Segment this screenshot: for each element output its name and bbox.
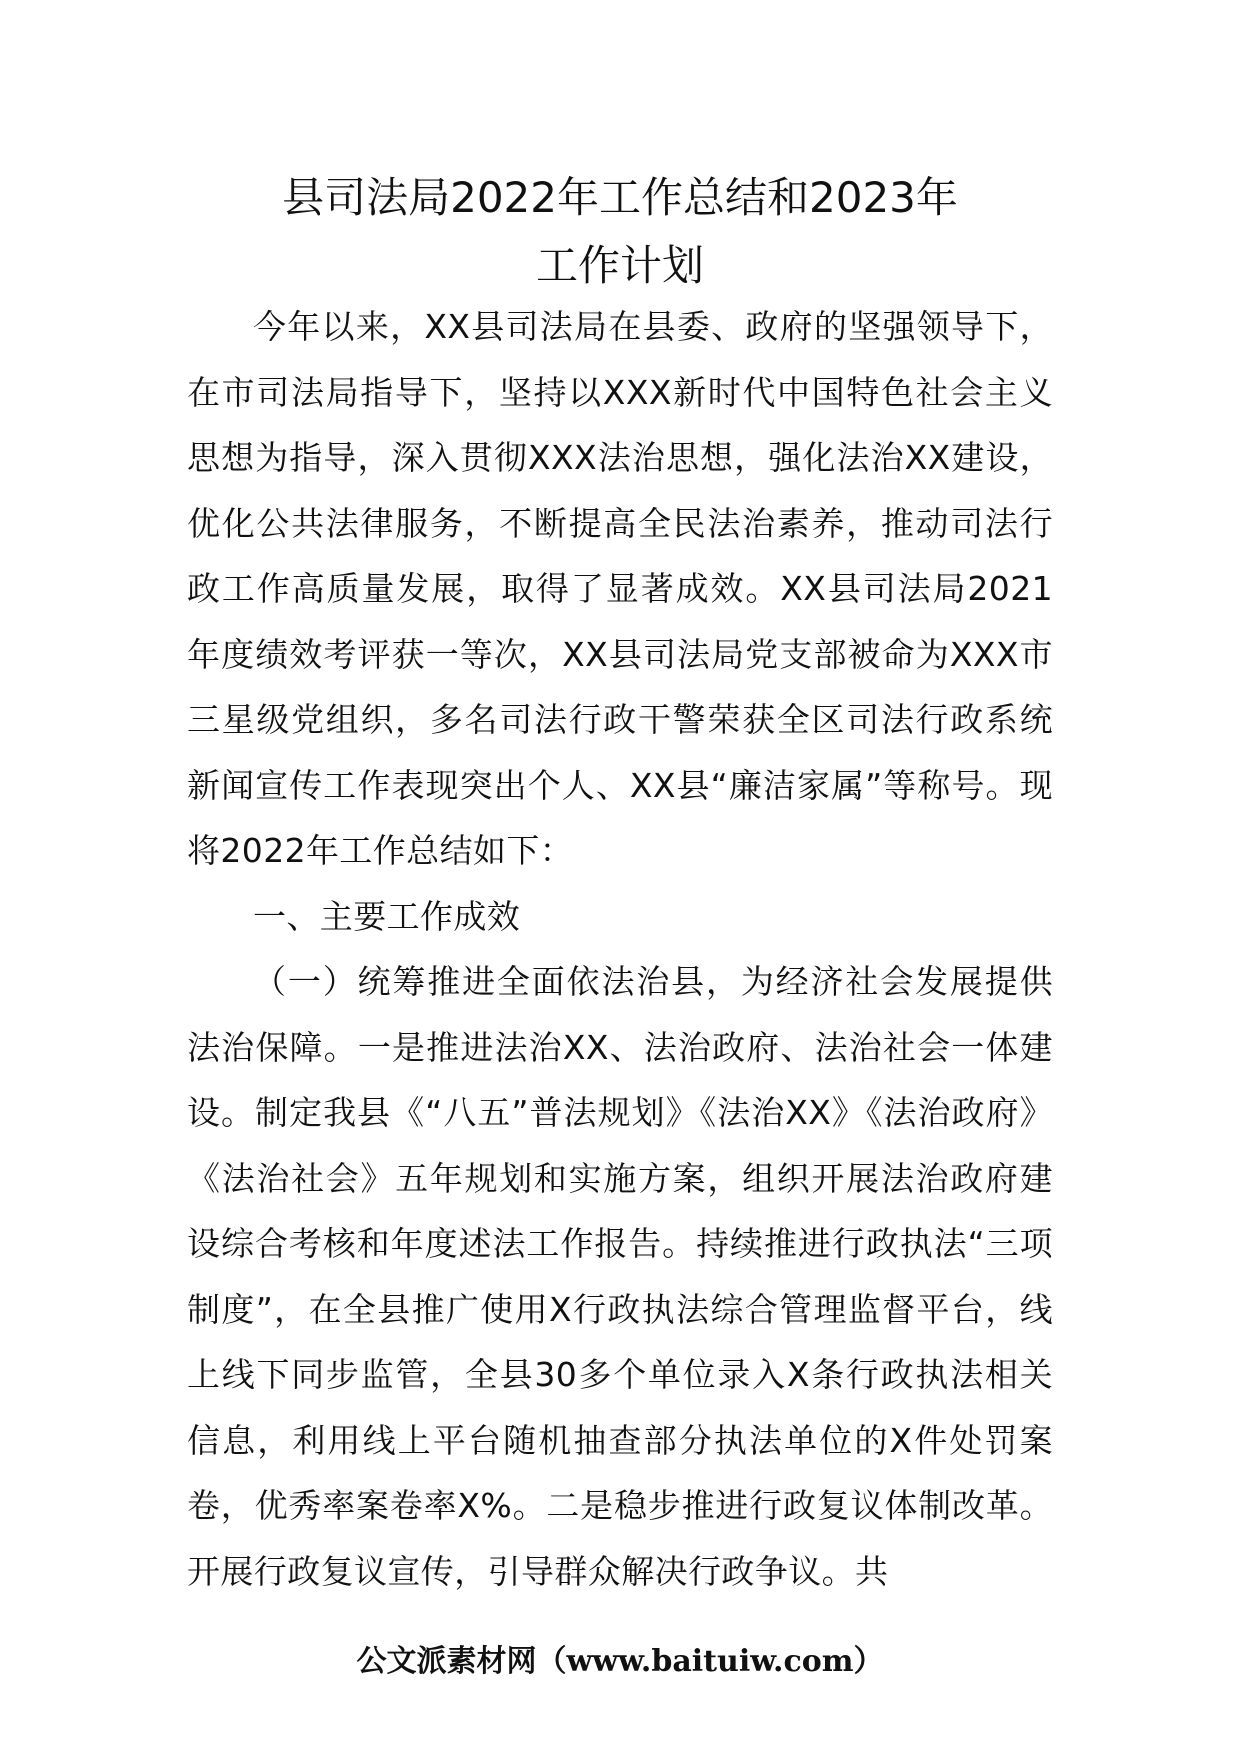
paragraph-intro: 今年以来，XX县司法局在县委、政府的坚强领导下，在市司法局指导下，坚持以XXX新时代中国特色社会主义思想为指导，深入贯彻XXX法治思想，强化法治XX建设，优化公共法律服务，不断提高全民法治素养，推动司法行政工作高质量发展，取得了显著成效。XX县司法局2021年度绩效考评获一等次，XX县司法局党支部被命为XXX市三星级党组织，多名司法行政干警荣获全区司法行政系统新闻宣传工作表现突出个人、XX县“廉洁家属”等称号。现将2022年工作总结如下： (187, 307, 1053, 870)
document-title-line-2: 工作计划 (535, 241, 704, 290)
document-body (187, 294, 1053, 1604)
footer-watermark: 公文派素材网（www.baituiw.com） (356, 1644, 884, 1679)
section-heading-1: 一、主要工作成效 (253, 896, 521, 936)
paragraph-subsection-1: （一）统筹推进全面依法治县，为经济社会发展提供法治保障。一是推进法治XX、法治政府、法治社会一体建设。制定我县《“八五”普法规划》《法治XX》《法治政府》《法治社会》五年规划和实施方案，组织开展法治政府建设综合考核和年度述法工作报告。持续推进行政执法“三项制度”，在全县推广使用X行政执法综合管理监督平台，线上线下同步监管，全县30多个单位录入X条行政执法相关信息，利用线上平台随机抽查部分执法单位的X件处罚案卷，优秀率案卷率X%。二是稳步推进行政复议体制改革。开展行政复议宣传，引导群众解决行政争议。共 (187, 962, 1053, 1591)
document-title-line-1: 县司法局2022年工作总结和2023年 (282, 173, 958, 222)
